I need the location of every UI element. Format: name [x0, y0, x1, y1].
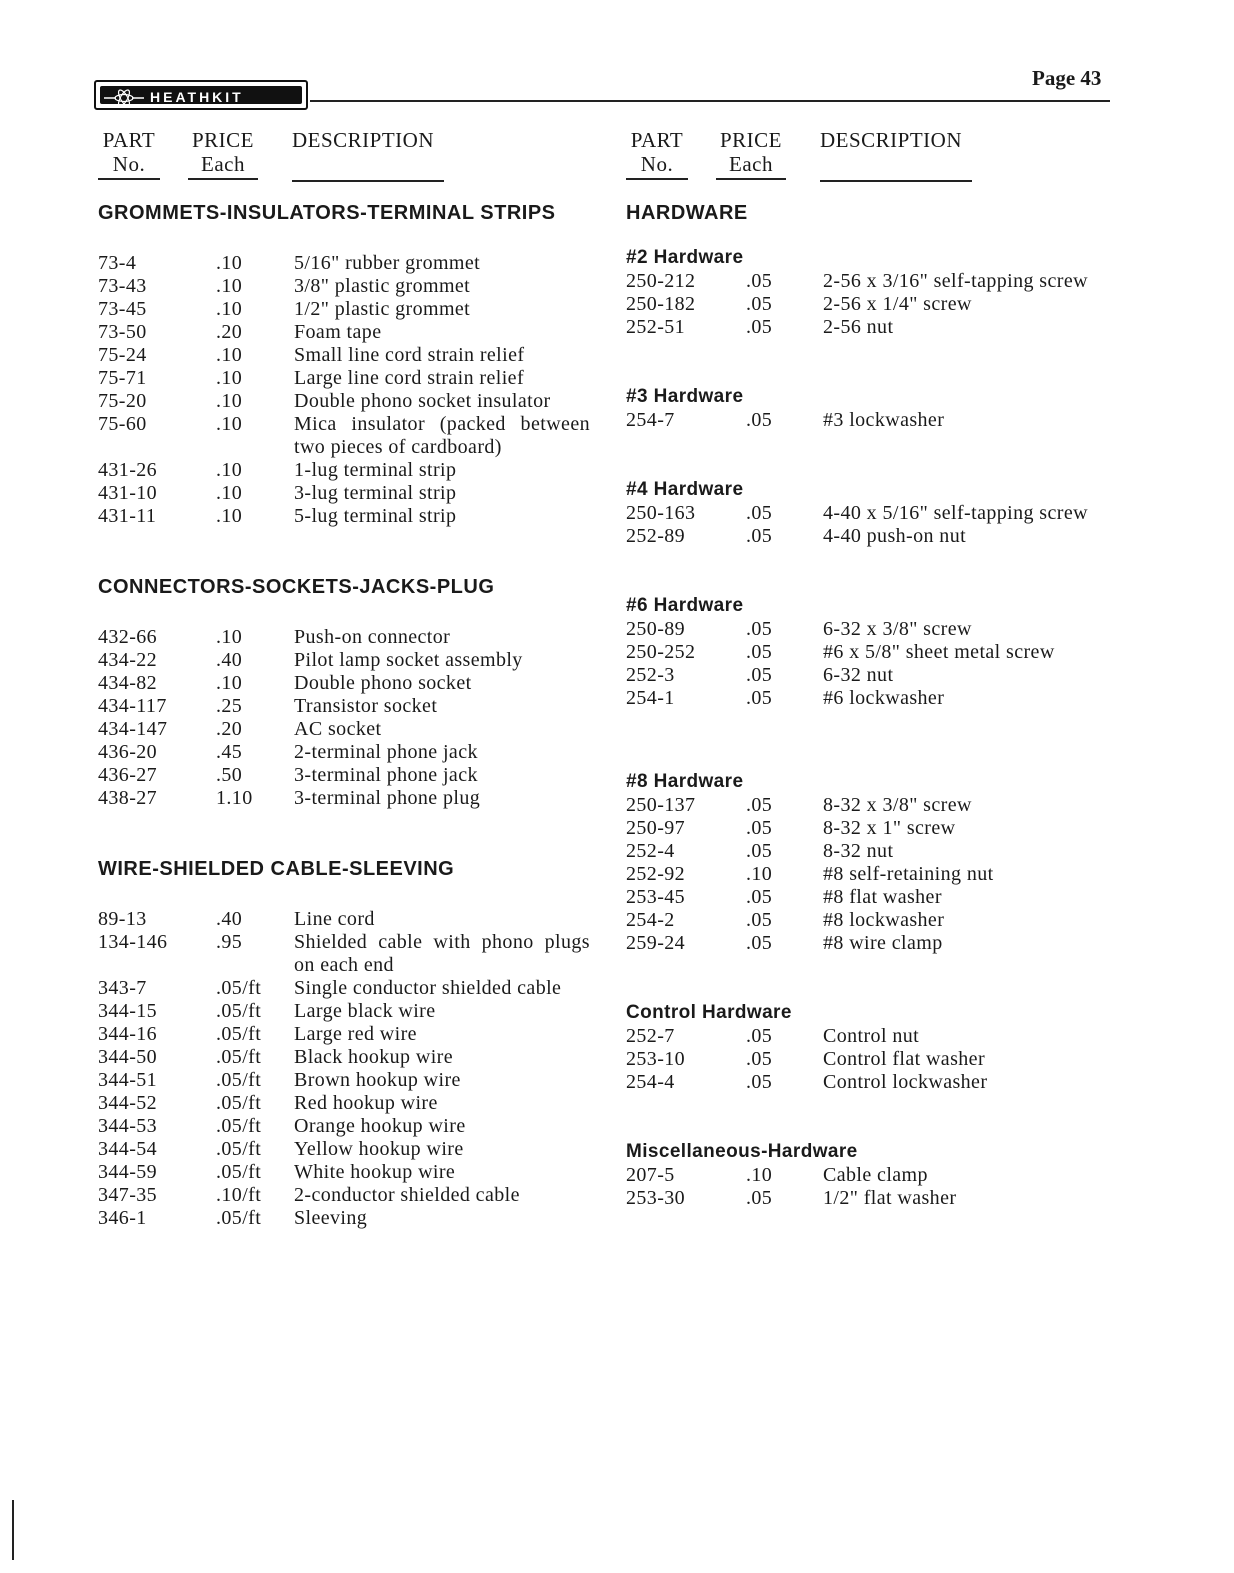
part-description: 1/2" plastic grommet — [294, 298, 471, 320]
part-price: .05/ft — [216, 977, 262, 999]
part-number: 89-13 — [98, 908, 147, 930]
part-description: 8-32 x 1" screw — [823, 817, 956, 839]
part-number: 344-53 — [98, 1115, 158, 1137]
misc-list — [626, 1164, 1126, 1210]
part-row — [98, 1161, 598, 1184]
part-description: 2-56 nut — [823, 316, 894, 338]
part-row — [626, 909, 1126, 932]
part-price: .10 — [216, 482, 243, 504]
part-price: .05 — [746, 409, 773, 431]
subsection-title-control-hardware: Control Hardware — [626, 1002, 792, 1023]
part-row — [98, 1184, 598, 1207]
part-number: 438-27 — [98, 787, 158, 809]
part-price: .05/ft — [216, 1092, 262, 1114]
part-row — [98, 1069, 598, 1092]
part-price: .10 — [216, 626, 243, 648]
subsection-title-2-hardware: #2 Hardware — [626, 247, 744, 268]
part-number: 250-212 — [626, 270, 696, 292]
part-description: 8-32 x 3/8" screw — [823, 794, 972, 816]
part-row — [98, 1023, 598, 1046]
part-number: 252-4 — [626, 840, 675, 862]
part-description: 1/2" flat washer — [823, 1187, 957, 1209]
part-description: 8-32 nut — [823, 840, 894, 862]
part-number: 73-43 — [98, 275, 147, 297]
part-row — [98, 718, 598, 741]
part-number: 343-7 — [98, 977, 147, 999]
part-price: .05 — [746, 502, 773, 524]
part-price: .05 — [746, 687, 773, 709]
part-row — [626, 863, 1126, 886]
part-description: #8 lockwasher — [823, 909, 945, 931]
part-number: 434-117 — [98, 695, 167, 717]
part-description: 3-terminal phone jack — [294, 764, 478, 786]
part-price: .05 — [746, 316, 773, 338]
part-row — [626, 1187, 1126, 1210]
part-number: 250-89 — [626, 618, 686, 640]
part-price: .05 — [746, 525, 773, 547]
part-row — [626, 1164, 1126, 1187]
control-list — [626, 1025, 1126, 1094]
part-number: 252-3 — [626, 664, 675, 686]
part-row — [626, 1048, 1126, 1071]
part-price: .05/ft — [216, 1138, 262, 1160]
part-number: 347-35 — [98, 1184, 158, 1206]
page-number: Page 43 — [1032, 66, 1102, 90]
atom-logo-icon — [104, 89, 144, 107]
part-row — [626, 641, 1126, 664]
part-description: 1-lug terminal strip — [294, 459, 457, 481]
part-number: 207-5 — [626, 1164, 675, 1186]
part-description: Brown hookup wire — [294, 1069, 461, 1091]
part-number: 436-20 — [98, 741, 158, 763]
part-description: 5-lug terminal strip — [294, 505, 457, 527]
part-number: 344-50 — [98, 1046, 158, 1068]
part-price: .95 — [216, 931, 243, 953]
part-number: 431-26 — [98, 459, 158, 481]
part-number: 344-54 — [98, 1138, 158, 1160]
part-description: 2-conductor shielded cable — [294, 1184, 520, 1206]
part-price: .05 — [746, 1187, 773, 1209]
part-row — [626, 502, 1126, 525]
part-price: .05/ft — [216, 1046, 262, 1068]
part-number: 134-146 — [98, 931, 168, 953]
part-description: Control nut — [823, 1025, 920, 1047]
part-row — [98, 1046, 598, 1069]
section-title-connectors: CONNECTORS-SOCKETS-JACKS-PLUG — [98, 576, 495, 598]
part-number: 250-163 — [626, 502, 696, 524]
part-description: Yellow hookup wire — [294, 1138, 464, 1160]
part-number: 344-51 — [98, 1069, 158, 1091]
header-price: PRICE Each — [188, 128, 258, 180]
part-price: .10 — [746, 863, 773, 885]
part-row — [626, 270, 1126, 293]
header-description: DESCRIPTION — [820, 128, 972, 182]
hw2-list — [626, 270, 1126, 339]
part-row — [98, 413, 598, 459]
part-number: 259-24 — [626, 932, 686, 954]
part-description: Foam tape — [294, 321, 382, 343]
part-number: 344-52 — [98, 1092, 158, 1114]
part-number: 75-60 — [98, 413, 147, 435]
part-price: .05 — [746, 817, 773, 839]
part-row — [626, 316, 1126, 339]
section-title-hardware: HARDWARE — [626, 202, 748, 224]
part-number: 250-182 — [626, 293, 696, 315]
part-row — [98, 1138, 598, 1161]
part-price: .05/ft — [216, 1115, 262, 1137]
part-price: .10 — [216, 298, 243, 320]
part-price: .05/ft — [216, 1000, 262, 1022]
part-description: Large red wire — [294, 1023, 417, 1045]
part-row — [626, 886, 1126, 909]
part-price: .20 — [216, 718, 243, 740]
part-price: .40 — [216, 908, 243, 930]
grommets-list — [98, 252, 598, 528]
part-price: .05 — [746, 1071, 773, 1093]
part-description: 2-terminal phone jack — [294, 741, 478, 763]
part-description: 6-32 nut — [823, 664, 894, 686]
part-description: Single conductor shielded cable — [294, 977, 562, 999]
part-number: 254-2 — [626, 909, 675, 931]
part-number: 434-82 — [98, 672, 158, 694]
part-row — [98, 321, 598, 344]
part-description: 2-56 x 3/16" self-tapping screw — [823, 270, 1088, 292]
part-row — [98, 390, 598, 413]
header-part: PART No. — [98, 128, 160, 180]
part-description: Double phono socket — [294, 672, 472, 694]
subsection-title-misc-hardware: Miscellaneous-Hardware — [626, 1141, 858, 1162]
part-price: .05 — [746, 840, 773, 862]
part-row — [626, 817, 1126, 840]
part-number: 253-10 — [626, 1048, 686, 1070]
part-price: .05 — [746, 618, 773, 640]
part-description: 2-56 x 1/4" screw — [823, 293, 972, 315]
part-row — [626, 687, 1126, 710]
part-row — [98, 1000, 598, 1023]
part-row — [626, 293, 1126, 316]
header-description: DESCRIPTION — [292, 128, 444, 182]
part-number: 254-4 — [626, 1071, 675, 1093]
part-number: 252-92 — [626, 863, 686, 885]
part-description: Shielded cable with phono plugs on each end — [294, 931, 590, 976]
part-price: .05 — [746, 909, 773, 931]
part-price: .20 — [216, 321, 243, 343]
part-row — [626, 1025, 1126, 1048]
part-price: .05 — [746, 932, 773, 954]
part-price: .10 — [746, 1164, 773, 1186]
part-description: Double phono socket insulator — [294, 390, 551, 412]
part-number: 250-97 — [626, 817, 686, 839]
part-price: 1.10 — [216, 787, 253, 809]
part-description: #3 lockwasher — [823, 409, 945, 431]
part-row — [98, 505, 598, 528]
part-price: .05 — [746, 270, 773, 292]
header-part: PART No. — [626, 128, 688, 180]
part-description: Cable clamp — [823, 1164, 928, 1186]
part-number: 75-20 — [98, 390, 147, 412]
part-row — [98, 459, 598, 482]
part-price: .10 — [216, 672, 243, 694]
part-description: 3-terminal phone plug — [294, 787, 481, 809]
part-number: 252-89 — [626, 525, 686, 547]
connectors-list — [98, 626, 598, 810]
part-price: .05 — [746, 1025, 773, 1047]
part-row — [626, 525, 1126, 548]
subsection-title-4-hardware: #4 Hardware — [626, 479, 744, 500]
part-description: 5/16" rubber grommet — [294, 252, 481, 274]
part-description: 3/8" plastic grommet — [294, 275, 471, 297]
part-number: 434-147 — [98, 718, 168, 740]
part-description: 4-40 x 5/16" self-tapping screw — [823, 502, 1088, 524]
part-price: .05 — [746, 794, 773, 816]
part-number: 252-51 — [626, 316, 686, 338]
part-row — [98, 1092, 598, 1115]
part-price: .10 — [216, 252, 243, 274]
subsection-title-6-hardware: #6 Hardware — [626, 595, 744, 616]
part-number: 252-7 — [626, 1025, 675, 1047]
part-price: .05/ft — [216, 1069, 262, 1091]
part-description: #6 lockwasher — [823, 687, 945, 709]
part-number: 75-71 — [98, 367, 147, 389]
part-description: AC socket — [294, 718, 382, 740]
part-description: 3-lug terminal strip — [294, 482, 457, 504]
part-row — [98, 482, 598, 505]
part-number: 253-45 — [626, 886, 686, 908]
part-description: Large black wire — [294, 1000, 436, 1022]
part-description: 6-32 x 3/8" screw — [823, 618, 972, 640]
hw6-list — [626, 618, 1126, 710]
part-row — [98, 1207, 598, 1230]
part-description: Orange hookup wire — [294, 1115, 466, 1137]
part-description: #6 x 5/8" sheet metal screw — [823, 641, 1055, 663]
part-number: 250-252 — [626, 641, 696, 663]
part-price: .10 — [216, 459, 243, 481]
column-header — [626, 128, 1126, 188]
part-price: .10 — [216, 413, 243, 435]
part-price: .05/ft — [216, 1207, 262, 1229]
part-number: 73-45 — [98, 298, 147, 320]
subsection-title-8-hardware: #8 Hardware — [626, 771, 744, 792]
part-description: #8 self-retaining nut — [823, 863, 994, 885]
hw3-list — [626, 409, 1126, 432]
part-number: 344-16 — [98, 1023, 158, 1045]
part-price: .05 — [746, 664, 773, 686]
part-description: White hookup wire — [294, 1161, 456, 1183]
part-price: .50 — [216, 764, 243, 786]
part-price: .05 — [746, 1048, 773, 1070]
heathkit-logo — [94, 80, 308, 110]
part-price: .10 — [216, 344, 243, 366]
part-description: Line cord — [294, 908, 375, 930]
part-description: #8 wire clamp — [823, 932, 943, 954]
right-column — [626, 128, 1126, 1210]
part-number: 250-137 — [626, 794, 696, 816]
part-description: Black hookup wire — [294, 1046, 453, 1068]
part-description: Small line cord strain relief — [294, 344, 525, 366]
part-description: Transistor socket — [294, 695, 438, 717]
part-price: .10 — [216, 367, 243, 389]
part-row — [98, 931, 598, 977]
section-title-wire: WIRE-SHIELDED CABLE-SLEEVING — [98, 858, 455, 880]
part-description: Push-on connector — [294, 626, 451, 648]
part-description: Pilot lamp socket assembly — [294, 649, 523, 671]
section-title-grommets: GROMMETS-INSULATORS-TERMINAL STRIPS — [98, 202, 556, 224]
part-description: #8 flat washer — [823, 886, 942, 908]
part-description: Red hookup wire — [294, 1092, 438, 1114]
part-row — [98, 908, 598, 931]
part-row — [98, 672, 598, 695]
part-number: 73-50 — [98, 321, 147, 343]
part-price: .10 — [216, 390, 243, 412]
part-price: .10 — [216, 505, 243, 527]
part-price: .10/ft — [216, 1184, 262, 1206]
part-description: Control flat washer — [823, 1048, 986, 1070]
part-price: .05/ft — [216, 1023, 262, 1045]
wire-list — [98, 908, 598, 1230]
part-price: .40 — [216, 649, 243, 671]
part-row — [98, 626, 598, 649]
part-row — [98, 649, 598, 672]
part-row — [98, 252, 598, 275]
part-row — [98, 344, 598, 367]
part-number: 431-10 — [98, 482, 158, 504]
part-row — [98, 275, 598, 298]
part-number: 344-15 — [98, 1000, 158, 1022]
part-number: 436-27 — [98, 764, 158, 786]
part-row — [626, 932, 1126, 955]
part-number: 431-11 — [98, 505, 157, 527]
part-row — [626, 409, 1126, 432]
part-row — [98, 367, 598, 390]
part-row — [626, 840, 1126, 863]
logo-text: HEATHKIT — [150, 89, 244, 105]
part-price: .05 — [746, 641, 773, 663]
hw8-list — [626, 794, 1126, 955]
part-price: .05 — [746, 293, 773, 315]
part-price: .05/ft — [216, 1161, 262, 1183]
left-column — [98, 128, 598, 1230]
part-row — [98, 764, 598, 787]
part-number: 254-7 — [626, 409, 675, 431]
part-row — [626, 1071, 1126, 1094]
part-price: .45 — [216, 741, 243, 763]
subsection-title-3-hardware: #3 Hardware — [626, 386, 744, 407]
part-row — [98, 741, 598, 764]
part-row — [626, 618, 1126, 641]
part-row — [98, 695, 598, 718]
part-number: 73-4 — [98, 252, 137, 274]
part-row — [98, 298, 598, 321]
part-price: .25 — [216, 695, 243, 717]
part-description: Sleeving — [294, 1207, 368, 1229]
part-description: Control lockwasher — [823, 1071, 988, 1093]
margin-mark — [12, 1500, 14, 1560]
part-row — [98, 977, 598, 1000]
part-row — [626, 794, 1126, 817]
part-description: Large line cord strain relief — [294, 367, 525, 389]
part-row — [626, 664, 1126, 687]
header-price: PRICE Each — [716, 128, 786, 180]
part-row — [98, 1115, 598, 1138]
part-number: 434-22 — [98, 649, 158, 671]
part-number: 432-66 — [98, 626, 158, 648]
header-rule — [310, 100, 1110, 102]
part-number: 254-1 — [626, 687, 675, 709]
part-price: .10 — [216, 275, 243, 297]
column-header — [98, 128, 598, 188]
part-number: 253-30 — [626, 1187, 686, 1209]
part-number: 346-1 — [98, 1207, 147, 1229]
hw4-list — [626, 502, 1126, 548]
part-description: 4-40 push-on nut — [823, 525, 967, 547]
logo-band — [100, 86, 302, 104]
part-number: 75-24 — [98, 344, 147, 366]
part-price: .05 — [746, 886, 773, 908]
part-number: 344-59 — [98, 1161, 158, 1183]
part-row — [98, 787, 598, 810]
part-description: Mica insulator (packed between two pieces of cardboard) — [294, 413, 590, 458]
